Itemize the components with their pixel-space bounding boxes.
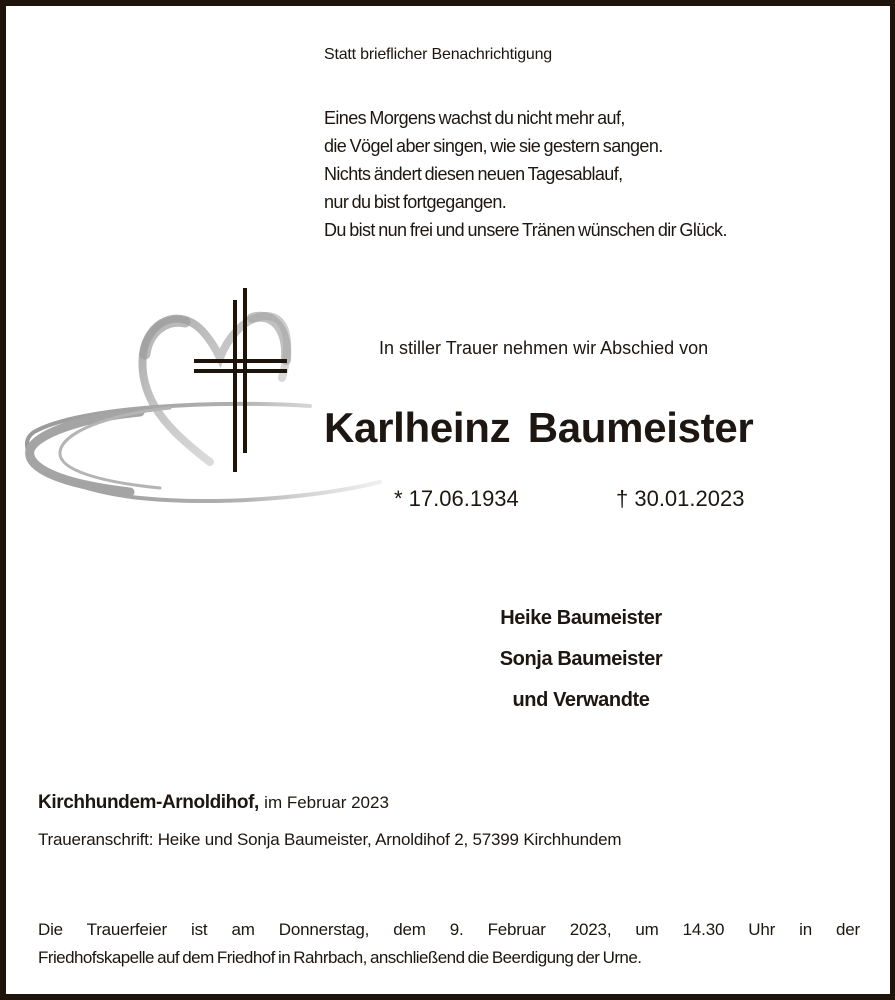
ceremony-line: Friedhofskapelle auf dem Friedhof in Rahrbach, anschließend die Beerdigung der Urne. (38, 948, 642, 967)
ceremony-line: Die Trauerfeier ist am Donnerstag, dem 9. Februar 2023, um 14.30 Uhr in der (38, 920, 860, 939)
intro-text: Statt brieflicher Benachrichtigung (324, 46, 552, 63)
date-line: im Februar 2023 (264, 793, 389, 812)
poem (324, 104, 727, 244)
farewell-line: In stiller Trauer nehmen wir Abschied von (379, 338, 709, 358)
birth-date: * 17.06.1934 (394, 486, 519, 511)
ceremony-info (38, 916, 860, 972)
place-date-line (38, 792, 389, 814)
mourner: Heike Baumeister (500, 607, 662, 629)
poem-line: Eines Morgens wachst du nicht mehr auf, (324, 108, 625, 128)
death-date: † 30.01.2023 (616, 486, 745, 511)
heart-cross-emblem-icon (20, 282, 400, 512)
deceased-name: Karlheinz Baumeister (324, 404, 754, 451)
mourner: Sonja Baumeister (499, 648, 663, 670)
mourning-address: Traueranschrift: Heike und Sonja Baumeister, Arnoldihof 2, 57399 Kirchhundem (38, 830, 622, 849)
poem-line: Nichts ändert diesen neuen Tagesablauf, (324, 164, 623, 184)
mourners-list (436, 598, 726, 721)
place-name: Kirchhundem-Arnoldihof, (38, 792, 259, 813)
mourner: und Verwandte (512, 689, 650, 711)
poem-line: Du bist nun frei und unsere Tränen wünschen dir Glück. (324, 220, 727, 240)
poem-line: die Vögel aber singen, wie sie gestern sangen. (324, 136, 663, 156)
poem-line: nur du bist fortgegangen. (324, 192, 507, 212)
